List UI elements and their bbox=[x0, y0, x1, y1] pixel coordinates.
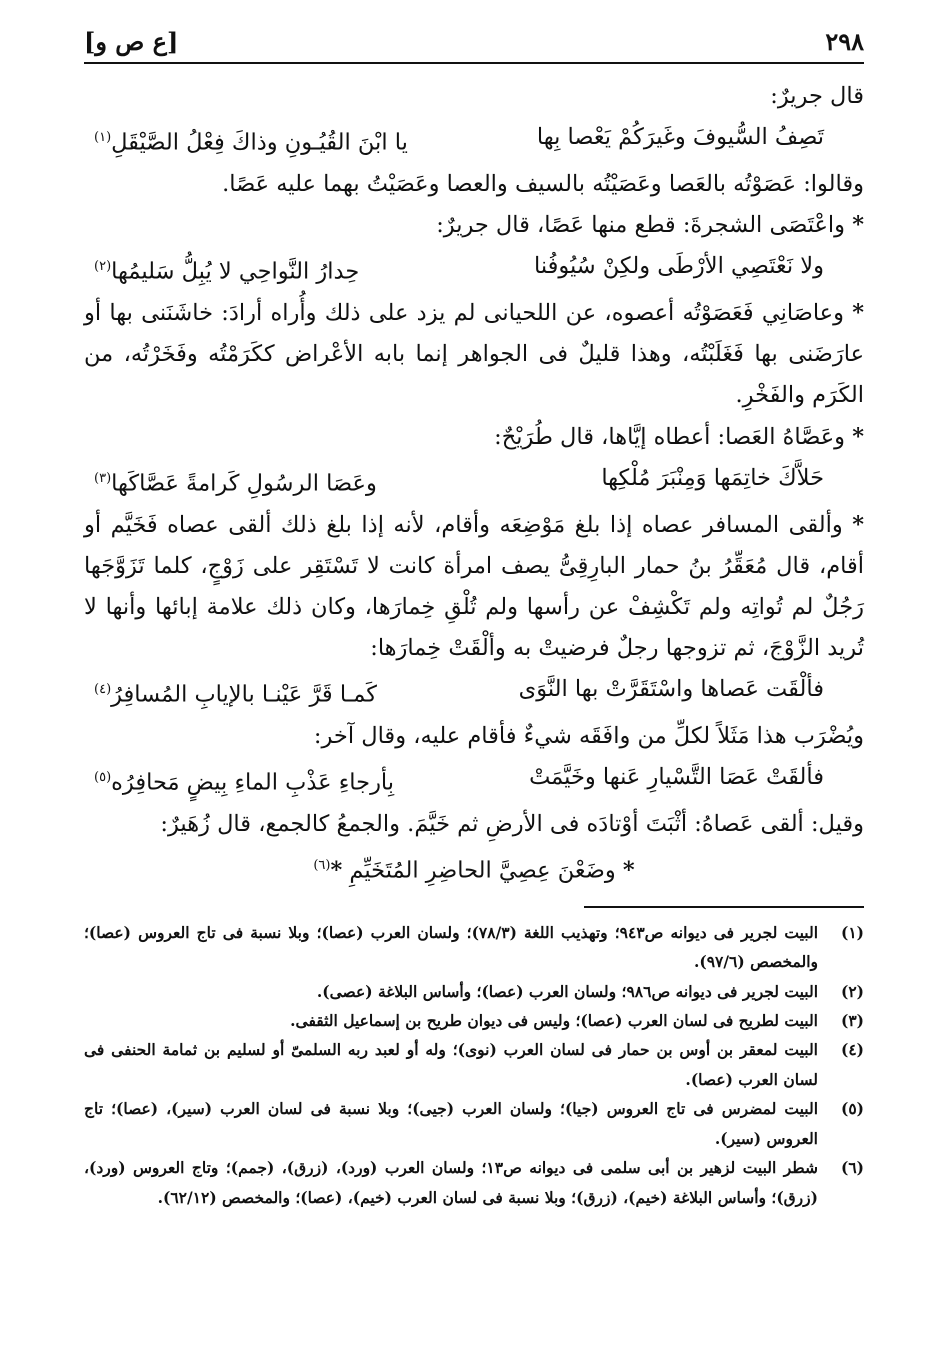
footnote-number: (٣) bbox=[840, 1011, 864, 1031]
text-line: ويُضْرَب هذا مَثَلاً لكلِّ من وافَقَه شيءٌ فأقام عليه، وقال آخر: bbox=[313, 723, 864, 750]
verse-line bbox=[84, 117, 864, 164]
star-marker: * bbox=[852, 423, 864, 450]
verse-line bbox=[84, 757, 864, 804]
footnote-text: البيت لمضرس فى تاج العروس (جيا)؛ ولسان العرب (جيى)؛ وبلا نسبة فى لسان العرب (سير)، (عصا)؛ تاج العروس (سير). bbox=[84, 1099, 818, 1148]
text-line: قال جريرٌ: bbox=[770, 83, 864, 109]
verse-fragment: * وضَعْنَ عِصِيَّ الحاضِرِ المُتَخَيِّمِ *$^{(٦)}$ bbox=[313, 857, 635, 884]
star-marker: * bbox=[330, 857, 343, 884]
footnote bbox=[84, 1035, 864, 1094]
footnote-ref: (٦) bbox=[313, 858, 331, 874]
verse-line bbox=[84, 458, 864, 505]
star-marker: * bbox=[852, 300, 864, 327]
verse-line bbox=[84, 246, 864, 293]
footnote-ref: (٥) bbox=[94, 770, 112, 786]
verse-hemistich: يا ابْنَ القُيُـونِ وذاكَ فِعْلُ الصَّيْقَلِ$^{(١)}$ bbox=[94, 129, 408, 156]
footnote-number: (٢) bbox=[840, 981, 864, 1001]
paragraph: * وألقى المسافر عصاه إذا بلغ مَوْضِعَه وأقام، لأنه إذا بلغ ذلك ألقى عصاه فَخَيَّم أو أقام، قال مُعَقِّرُ بنُ حمار البارِقِىُّ يصف امرأة كانت لا تَسْتَقِر على زَوْجٍ، كلما تَزَوَّجَها رَجُلٌ لم تُواتِه ولم تَكْشِفْ عن رأسها ولم تُلْقِ خِمارَها، وكان ذلك علامة إبائها وأنها لا تُريد الزَّوْجَ، ثم تزوجها رجلٌ فرضيتْ به وألْقَتْ خِمارَها: bbox=[84, 511, 865, 662]
footnote-rule bbox=[584, 906, 864, 908]
running-head: [ع ص و] bbox=[84, 27, 179, 56]
verse-hemistich: تَصِفُ السُّيوفَ وغَيرَكُمْ يَعْصا بِها bbox=[536, 124, 824, 151]
verse-line bbox=[84, 669, 864, 716]
footnote-number: (٥) bbox=[840, 1099, 864, 1119]
page-number: ٢٩٨ bbox=[825, 27, 864, 56]
star-marker: * bbox=[852, 511, 865, 538]
verse-hemistich: بِأرجاءِ عَذْبِ الماءِ بِيضٍ مَحافِرُه$^{(٥)}$ bbox=[94, 769, 395, 796]
footnotes bbox=[84, 918, 864, 1212]
footnote-ref: (٣) bbox=[94, 470, 112, 486]
verse-hemistich: حَلاَّكَ خاتِمَها وَمِنْبَرَ مُلْكِها bbox=[601, 464, 824, 491]
footnote-ref: (٢) bbox=[94, 259, 112, 275]
verse-hemistich: فألْقَت عَصاها واسْتَقَرَّتْ بها النَّوَى bbox=[518, 676, 824, 703]
footnote bbox=[84, 918, 864, 977]
verse-hemistich: ولا نَعْتَصِي الأرْطَى ولكِنْ سُيُوفُنا bbox=[533, 253, 824, 280]
footnote-ref: (١) bbox=[94, 130, 112, 146]
footnote bbox=[84, 1094, 864, 1153]
verse-hemistich: كَمـا قَرَّ عَيْنـا بالإيابِ المُسافِرُ$^{(٤)}$ bbox=[94, 681, 377, 708]
text-line: وقيل: ألقى عَصاهُ: أثْبَتَ أوْتادَه فى الأرضِ ثم خَيَّمَ. والجمعُ كالجمع، قال زُهَيرٌ: bbox=[160, 810, 864, 837]
verse-hemistich: حِدارُ النَّواحِي لا يُبِلُّ سَليمُها$^{(٢)}$ bbox=[94, 258, 360, 285]
text-line: * واعْتَصَى الشجرةَ: قطع منها عَصًا، قال جريرٌ: bbox=[436, 212, 864, 239]
star-marker: * bbox=[622, 857, 635, 884]
text-line: * وعَصَّاهُ العَصا: أعطاه إيَّاها، قال طُرَيْحٌ: bbox=[494, 423, 864, 450]
footnote-ref: (٤) bbox=[94, 682, 112, 698]
star-marker: * bbox=[852, 212, 864, 239]
footnote-text: البيت لجرير فى ديوانه ص٩٨٦؛ ولسان العرب (عصا)؛ وأساس البلاغة (عصى). bbox=[316, 981, 818, 1001]
footnote bbox=[84, 1006, 864, 1035]
paragraph: * وعاصَانِي فَعَصَوْتُه أعصوه، عن اللحيانى لم يزد على ذلك وأُراه أرادَ: خاشَنَنى بها أو عارَضَنى بها فَغَلَبْتُه، وهذا قليلٌ فى الجواهر إنما بابه الأعْراض ككَرَمْتُه وفَخَرْتُه، من الكَرَم والفَخْرِ. bbox=[84, 300, 864, 409]
footnote-text: البيت لجرير فى ديوانه ص٩٤٣؛ وتهذيب اللغة (٧٨/٣)؛ ولسان العرب (عصا)؛ وبلا نسبة فى تاج العروس (عصا)؛ والمخصص (٩٧/٦). bbox=[84, 922, 818, 972]
verse-hemistich: وعَصَا الرسُولِ كَرامةً عَصَّاكَها$^{(٣)}$ bbox=[94, 470, 377, 497]
footnote-number: (٦) bbox=[840, 1158, 864, 1178]
text-line: وقالوا: عَصَوْتُه بالعَصا وعَصَيْتُه بالسيف والعصا وعَصَيْتُ بهما عليه عَصًا. bbox=[222, 170, 864, 197]
footnote-number: (١) bbox=[840, 922, 864, 942]
footnote bbox=[84, 977, 864, 1006]
footnote-text: البيت لطريح فى لسان العرب (عصا)؛ وليس فى ديوان طريح بن إسماعيل الثقفى. bbox=[290, 1011, 818, 1031]
footnote bbox=[84, 1153, 864, 1212]
page-header bbox=[84, 22, 864, 56]
header-rule bbox=[84, 62, 864, 64]
verse-hemistich: فألقَتْ عَصَا التَّسْيارِ عَنها وخَيَّمَتْ bbox=[529, 764, 824, 791]
footnote-text: البيت لمعقر بن أوس بن حمار فى لسان العرب (نوى)؛ وله أو لعبد ربه السلمىّ أو لسليم بن ثمامة الحنفى فى لسان العرب (عصا). bbox=[84, 1040, 818, 1089]
main-text bbox=[84, 76, 864, 892]
footnote-text: شطر البيت لزهير بن أبى سلمى فى ديوانه ص١٣؛ ولسان العرب (ورد)، (زرق)، (جمم)؛ وتاج العروس (ورد)، (زرق)؛ وأساس البلاغة (خيم)، (زرق)؛ وبلا نسبة فى لسان العرب (خيم)، (عصا)؛ والمخصص (٦٢/١٢). bbox=[84, 1158, 818, 1207]
footnote-number: (٤) bbox=[840, 1040, 864, 1060]
